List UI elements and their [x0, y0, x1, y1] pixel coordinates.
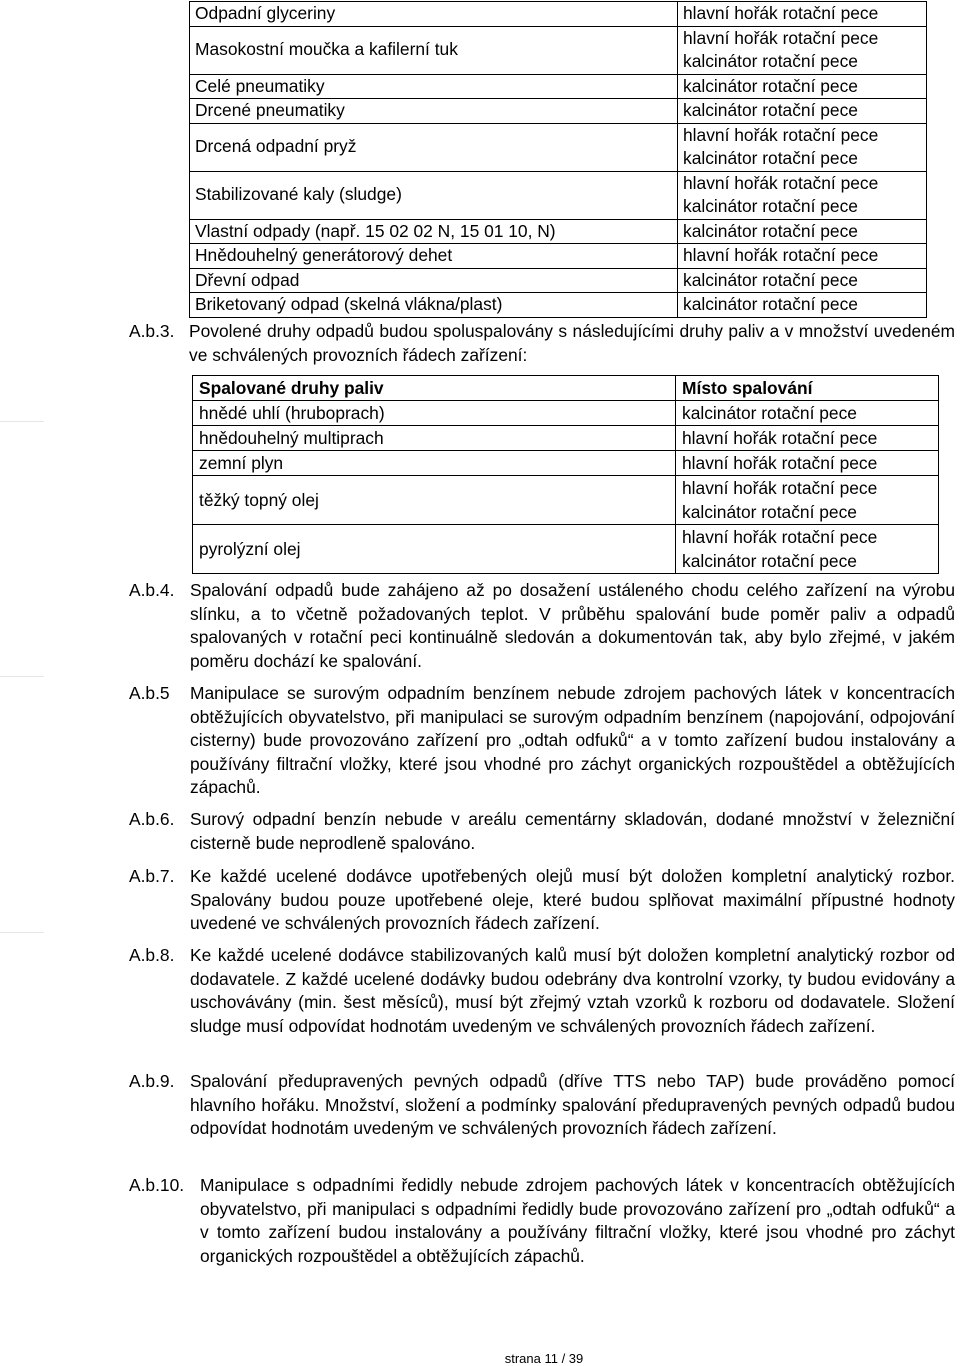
- page-footer: strana 11 / 39: [504, 1351, 584, 1366]
- combustion-place: [676, 476, 939, 525]
- place-line: hlavní hořák rotační pece: [683, 3, 879, 23]
- combustion-place: [678, 244, 927, 269]
- margin-mark: [0, 932, 44, 933]
- waste-row: [190, 293, 927, 318]
- fuel-name: hnědouhelný multiprach: [193, 426, 676, 451]
- waste-name: Vlastní odpady (např. 15 02 02 N, 15 01 10, N): [190, 219, 678, 244]
- paragraph-label: A.b.3.: [129, 321, 175, 341]
- waste-row: [190, 123, 927, 171]
- paragraph-ab7: [129, 865, 955, 936]
- combustion-place: [678, 26, 927, 74]
- combustion-place: [676, 451, 939, 476]
- paragraph-label: A.b.7.: [129, 866, 175, 886]
- place-line: hlavní hořák rotační pece: [682, 527, 878, 547]
- place-header: Místo spalování: [676, 376, 939, 401]
- fuel-row: [193, 451, 939, 476]
- fuel-row: [193, 401, 939, 426]
- paragraph-ab9: [129, 1070, 955, 1141]
- waste-name: Odpadní glyceriny: [190, 2, 678, 27]
- waste-row: [190, 219, 927, 244]
- place-line: kalcinátor rotační pece: [682, 403, 857, 423]
- waste-name: Hnědouhelný generátorový dehet: [190, 244, 678, 269]
- waste-row: [190, 2, 927, 27]
- fuel-row: [193, 525, 939, 574]
- margin-mark: [0, 676, 44, 677]
- place-line: kalcinátor rotační pece: [683, 269, 858, 290]
- waste-name: Dřevní odpad: [190, 268, 678, 293]
- waste-name: Drcená odpadní pryž: [190, 123, 678, 171]
- paragraph-label: A.b.9.: [129, 1071, 175, 1091]
- combustion-place: [678, 123, 927, 171]
- paragraph-ab10: [129, 1174, 955, 1268]
- paragraph-text: Ke každé ucelené dodávce upotřebených olejů musí být doložen kompletní analytický rozbor. Spalovány budou pouze upotřebené oleje, které budou splňovat maximální přípustné hodnoty uvedené ve schválených provozních řádech zařízení.: [190, 866, 955, 933]
- waste-row: [190, 74, 927, 99]
- waste-row: [190, 268, 927, 293]
- combustion-place: [678, 268, 927, 293]
- paragraph-ab6: [129, 808, 955, 855]
- paragraph-text: Manipulace s odpadními ředidly nebude zdrojem pachových látek v koncentracích obtěžujících obyvatelstvo, při manipulaci s odpadními ředidly bude provozováno zařízení pro „odtah odfuků“ a v tomto zařízení budou instalovány a používány filtrační vložky, které jsou vhodné pro záchyt organických rozpouštědel a obtěžujících zápachů.: [200, 1175, 955, 1266]
- paragraph-text: Spalování předupravených pevných odpadů (dříve TTS nebo TAP) bude prováděno pomocí hlavního hořáku. Množství, složení a podmínky spalování předupravených pevných odpadů budou odpovídat hodnotám uvedeným ve schválených provozních řádech zařízení.: [190, 1071, 955, 1138]
- combustion-place: [678, 2, 927, 27]
- place-line: hlavní hořák rotační pece: [682, 428, 878, 448]
- place-line: kalcinátor rotační pece: [683, 196, 858, 216]
- waste-name: Briketovaný odpad (skelná vlákna/plast): [190, 293, 678, 318]
- place-line: kalcinátor rotační pece: [683, 220, 858, 241]
- margin-mark: [0, 421, 44, 422]
- waste-name: Drcené pneumatiky: [190, 99, 678, 124]
- place-line: hlavní hořák rotační pece: [683, 27, 879, 48]
- waste-row: [190, 99, 927, 124]
- paragraph-text: Spalování odpadů bude zahájeno až po dosažení ustáleného chodu celého zařízení na výrobu slínku, a to včetně požadovaných teplot. V průběhu spalování bude poměr paliv a odpadů spalovaných v rotační peci kontinuálně sledován a dokumentován tak, aby bylo zřejmé, v jakém poměru dochází ke spalování.: [190, 580, 955, 671]
- waste-name: Celé pneumatiky: [190, 74, 678, 99]
- place-line: kalcinátor rotační pece: [683, 148, 858, 168]
- place-line: kalcinátor rotační pece: [683, 294, 858, 314]
- combustion-place: [676, 525, 939, 574]
- paragraph-label: A.b.4.: [129, 580, 175, 600]
- paragraph-label: A.b.6.: [129, 809, 175, 829]
- place-line: kalcinátor rotační pece: [683, 100, 858, 120]
- paragraph-label: A.b.5: [129, 683, 170, 703]
- fuel-name: pyrolýzní olej: [193, 525, 676, 574]
- fuel-row: [193, 426, 939, 451]
- paragraph-text: Manipulace se surovým odpadním benzínem nebude zdrojem pachových látek v koncentracích obtěžujících obyvatelstvo, při manipulaci se surovým odpadním benzínem (napojování, odpojování cisterny) bude provozováno zařízení pro „odtah odfuků“ a v tomto zařízení budou instalovány a používány filtrační vložky, které jsou vhodné pro záchyt organických rozpouštědel a obtěžujících zápachů.: [190, 683, 955, 797]
- paragraph-ab8: [129, 944, 955, 1038]
- waste-row: [190, 26, 927, 74]
- fuel-name: hnědé uhlí (hruboprach): [193, 401, 676, 426]
- paragraph-text: Povolené druhy odpadů budou spoluspalovány s následujícími druhy paliv a v množství uvedeném ve schválených provozních řádech zařízení:: [189, 321, 955, 365]
- combustion-place: [676, 401, 939, 426]
- waste-row: [190, 244, 927, 269]
- place-line: hlavní hořák rotační pece: [683, 172, 879, 193]
- place-line: hlavní hořák rotační pece: [683, 245, 879, 265]
- combustion-place: [678, 171, 927, 219]
- waste-row: [190, 171, 927, 219]
- paragraph-label: A.b.8.: [129, 945, 175, 965]
- combustion-place: [678, 74, 927, 99]
- place-line: hlavní hořák rotační pece: [682, 453, 878, 473]
- fuel-name: těžký topný olej: [193, 476, 676, 525]
- combustion-place: [678, 219, 927, 244]
- combustion-place: [678, 293, 927, 318]
- place-line: kalcinátor rotační pece: [683, 75, 858, 96]
- place-line: kalcinátor rotační pece: [682, 551, 857, 571]
- place-line: kalcinátor rotační pece: [682, 502, 857, 522]
- combustion-place: [678, 99, 927, 124]
- place-line: hlavní hořák rotační pece: [682, 478, 878, 498]
- place-line: kalcinátor rotační pece: [683, 51, 858, 71]
- waste-table: [189, 1, 927, 318]
- waste-name: Stabilizované kaly (sludge): [190, 171, 678, 219]
- paragraph-ab5: [129, 682, 955, 800]
- fuel-name: zemní plyn: [193, 451, 676, 476]
- paragraph-text: Surový odpadní benzín nebude v areálu cementárny skladován, dodané množství v železniční cisterně bude neprodleně spalováno.: [190, 809, 955, 853]
- fuel-header: Spalované druhy paliv: [193, 376, 676, 401]
- fuel-row: [193, 476, 939, 525]
- waste-name: Masokostní moučka a kafilerní tuk: [190, 26, 678, 74]
- fuel-table: [192, 375, 939, 574]
- paragraph-ab3: [129, 320, 955, 367]
- paragraph-text: Ke každé ucelené dodávce stabilizovaných kalů musí být doložen kompletní analytický rozbor od dodavatele. Z každé ucelené dodávky budou odebrány dva kontrolní vzorky, ty budou evidovány a uschovávány (min. šest měsíců), musí být zřejmý vztah vzorků k rozboru od dodavatele. Složení sludge musí odpovídat hodnotám uvedeným ve schválených provozních řádech zařízení.: [190, 945, 955, 1036]
- combustion-place: [676, 426, 939, 451]
- paragraph-label: A.b.10.: [129, 1175, 185, 1195]
- paragraph-ab4: [129, 579, 955, 673]
- place-line: hlavní hořák rotační pece: [683, 124, 879, 145]
